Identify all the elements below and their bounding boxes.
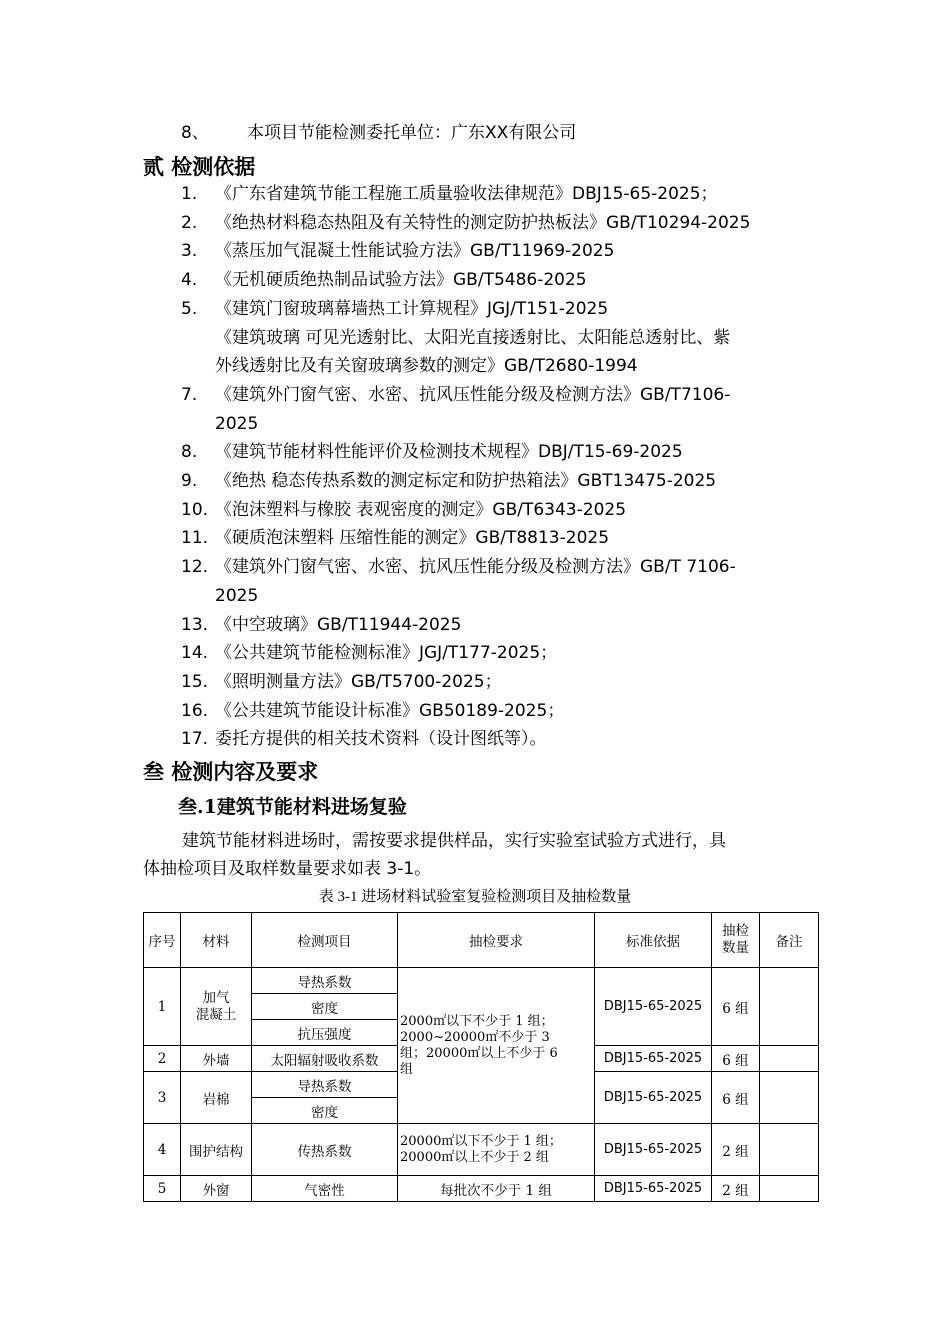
cell-item: 抗压强度	[252, 1020, 398, 1046]
cell-requirement	[398, 968, 595, 1124]
reference-text: 《建筑外门窗气密、水密、抗风压性能分级及检测方法》GB/T7106-	[215, 385, 731, 405]
cell-item: 导热系数	[252, 1072, 398, 1098]
cell-item: 密度	[252, 994, 398, 1020]
reference-text: 《无机硬质绝热制品试验方法》GB/T5486-2025	[215, 270, 587, 290]
reference-number: 9.	[181, 471, 198, 491]
table-row	[144, 1124, 819, 1176]
header-quantity-line: 抽检	[722, 923, 749, 939]
cell-material: 围护结构	[181, 1124, 252, 1176]
reference-text: 《硬质泡沫塑料 压缩性能的测定》GB/T8813-2025	[215, 528, 610, 548]
reference-text: 委托方提供的相关技术资料（设计图纸等）。	[215, 729, 547, 749]
reference-number: 4.	[181, 270, 198, 290]
header-requirement: 抽检要求	[398, 913, 595, 968]
header-standard: 标准依据	[595, 913, 712, 968]
cell-standard: DBJ15-65-2025	[595, 1124, 712, 1176]
table-row	[144, 1176, 819, 1202]
requirement-line: 2000~20000㎡不少于 3	[400, 1029, 550, 1045]
materials-retest-table	[143, 912, 819, 1202]
item-number: 8、	[181, 123, 209, 143]
reference-number: 8.	[181, 442, 198, 462]
paragraph-line: 建筑节能材料进场时，需按要求提供样品，实行实验室试验方式进行，具	[182, 831, 726, 851]
requirement-line: 组；20000㎡以上不少于 6	[400, 1045, 558, 1061]
header-quantity-line: 数量	[722, 940, 749, 956]
cell-quantity: 6 组	[712, 1046, 760, 1072]
cell-seq: 5	[144, 1176, 181, 1202]
cell-item: 气密性	[252, 1176, 398, 1202]
cell-seq: 2	[144, 1046, 181, 1072]
table-caption: 表 3-1 进场材料试验室复验检测项目及抽检数量	[318, 889, 632, 905]
reference-number: 7.	[181, 385, 198, 405]
header-quantity	[712, 913, 760, 968]
reference-number: 3.	[181, 241, 198, 261]
table-row	[144, 968, 819, 994]
reference-number: 1.	[181, 184, 198, 204]
cell-item: 密度	[252, 1098, 398, 1124]
cell-requirement	[398, 1124, 595, 1176]
requirement-line: 组	[400, 1061, 414, 1077]
header-material: 材料	[181, 913, 252, 968]
cell-standard: DBJ15-65-2025	[595, 1046, 712, 1072]
cell-note	[760, 1046, 819, 1072]
reference-number: 13.	[181, 615, 209, 635]
cell-item: 导热系数	[252, 968, 398, 994]
cell-note	[760, 1176, 819, 1202]
cell-material: 外窗	[181, 1176, 252, 1202]
cell-requirement: 每批次不少于 1 组	[398, 1176, 595, 1202]
header-item: 检测项目	[252, 913, 398, 968]
reference-text: 《公共建筑节能检测标准》JGJ/T177-2025；	[215, 643, 558, 663]
cell-quantity: 2 组	[712, 1176, 760, 1202]
cell-seq: 1	[144, 968, 181, 1046]
reference-text: 《建筑节能材料性能评价及检测技术规程》DBJ/T15-69-2025	[215, 442, 683, 462]
requirement-line: 2000㎡以下不少于 1 组；	[400, 1013, 554, 1029]
header-note: 备注	[760, 913, 819, 968]
reference-text: 《照明测量方法》GB/T5700-2025；	[215, 672, 502, 692]
cell-standard: DBJ15-65-2025	[595, 968, 712, 1046]
reference-text: 《泡沫塑料与橡胶 表观密度的测定》GB/T6343-2025	[215, 500, 627, 520]
cell-note	[760, 1124, 819, 1176]
reference-text: 外线透射比及有关窗玻璃参数的测定》GB/T2680-1994	[215, 356, 638, 376]
reference-text: 《公共建筑节能设计标准》GB50189-2025；	[215, 701, 565, 721]
cell-quantity: 6 组	[712, 968, 760, 1046]
cell-seq: 3	[144, 1072, 181, 1124]
reference-text: 《建筑外门窗气密、水密、抗风压性能分级及检测方法》GB/T 7106-	[215, 557, 736, 577]
requirement-line: 20000㎡以上不少于 2 组	[400, 1149, 549, 1165]
cell-material: 外墙	[181, 1046, 252, 1072]
cell-standard: DBJ15-65-2025	[595, 1176, 712, 1202]
reference-number: 5.	[181, 299, 198, 319]
table-header-row	[144, 913, 819, 968]
reference-number: 12.	[181, 557, 209, 577]
reference-text: 《中空玻璃》GB/T11944-2025	[215, 615, 462, 635]
cell-note	[760, 1072, 819, 1124]
cell-seq: 4	[144, 1124, 181, 1176]
reference-number: 11.	[181, 528, 209, 548]
reference-number: 2.	[181, 213, 198, 233]
cell-standard: DBJ15-65-2025	[595, 1072, 712, 1124]
reference-text: 《广东省建筑节能工程施工质量验收法律规范》DBJ15-65-2025；	[215, 184, 718, 204]
reference-text: 《绝热材料稳态热阻及有关特性的测定防护热板法》GB/T10294-2025	[215, 213, 751, 233]
cell-item: 传热系数	[252, 1124, 398, 1176]
reference-number: 17.	[181, 729, 209, 749]
section-heading: 贰 检测依据	[143, 154, 256, 179]
cell-quantity: 6 组	[712, 1072, 760, 1124]
reference-text: 《建筑门窗玻璃幕墙热工计算规程》JGJ/T151-2025	[215, 299, 609, 319]
paragraph-line: 体抽检项目及取样数量要求如表 3-1。	[143, 859, 432, 879]
subsection-heading: 叁.1建筑节能材料进场复验	[178, 796, 407, 818]
requirement-line: 20000㎡以下不少于 1 组；	[400, 1133, 562, 1149]
reference-text: 《蒸压加气混凝土性能试验方法》GB/T11969-2025	[215, 241, 615, 261]
cell-note	[760, 968, 819, 1046]
cell-material: 岩棉	[181, 1072, 252, 1124]
reference-number: 15.	[181, 672, 209, 692]
material-line: 加气	[202, 989, 230, 1006]
header-seq: 序号	[144, 913, 181, 968]
item-text: 本项目节能检测委托单位：广东XX有限公司	[247, 123, 577, 143]
material-line: 混凝土	[195, 1006, 237, 1023]
reference-number: 10.	[181, 500, 209, 520]
cell-material	[181, 968, 252, 1046]
reference-text: 《建筑玻璃 可见光透射比、太阳光直接透射比、太阳能总透射比、紫	[215, 328, 731, 348]
cell-item: 太阳辐射吸收系数	[252, 1046, 398, 1072]
reference-number: 16.	[181, 701, 209, 721]
reference-text: 《绝热 稳态传热系数的测定标定和防护热箱法》GBT13475-2025	[215, 471, 717, 491]
cell-quantity: 2 组	[712, 1124, 760, 1176]
reference-text: 2025	[215, 414, 259, 434]
section-heading: 叁 检测内容及要求	[143, 759, 319, 784]
reference-text: 2025	[215, 586, 259, 606]
reference-number: 14.	[181, 643, 209, 663]
